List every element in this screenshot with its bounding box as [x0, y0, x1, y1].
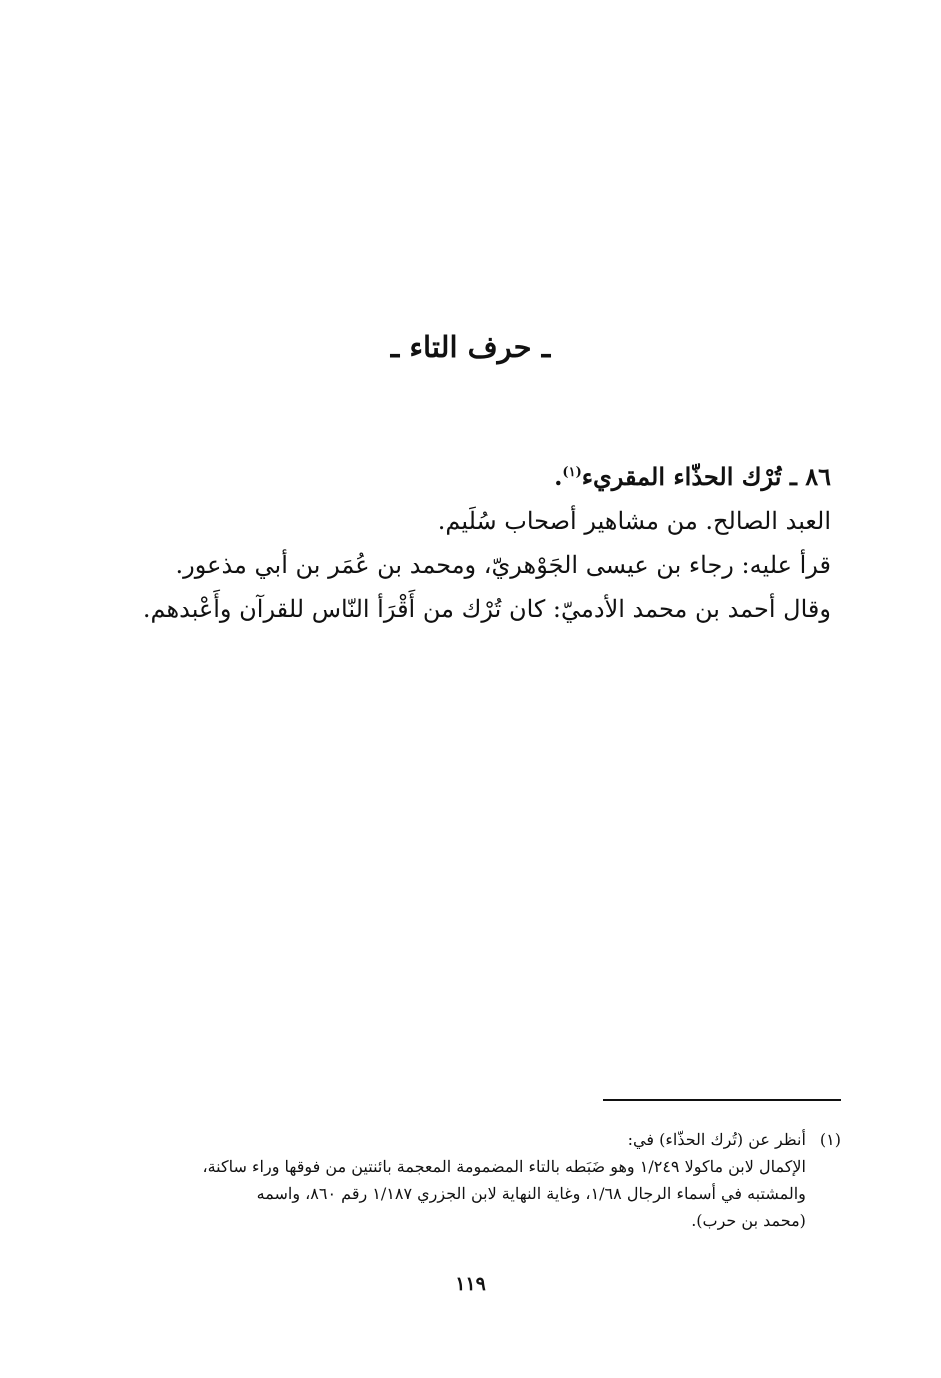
- biography-entry: [142, 455, 831, 631]
- page-number: ١١٩: [455, 1273, 486, 1295]
- entry-number: ٨٦ ـ: [789, 462, 831, 491]
- footnote-line: أنظر عن (تُرك الحذّاء) في:: [627, 1130, 806, 1149]
- footnote-line: والمشتبه في أسماء الرجال ١/٦٨، وغاية النهاية لابن الجزري ١/١٨٧ رقم ٨٦٠، واسمه: [256, 1184, 806, 1203]
- footnotes: [115, 1126, 841, 1234]
- entry-line: وقال أحمد بن محمد الأدميّ: كان تُرْك من أَقْرَأ النّاس للقرآن وأَعْبدهم.: [142, 595, 831, 623]
- footnote-item: [115, 1126, 841, 1234]
- footnote-marker: (١): [819, 1130, 841, 1149]
- footnote-body: [115, 1126, 806, 1234]
- heading-period: .: [554, 462, 563, 491]
- footnote-divider: [603, 1099, 841, 1101]
- entry-line: قرأ عليه: رجاء بن عيسى الجَوْهريّ، ومحمد بن عُمَر بن أبي مذعور.: [175, 551, 831, 579]
- footnote-line: الإكمال لابن ماكولا ١/٢٤٩ وهو ضَبَطه بالتاء المضمومة المعجمة بائنتين من فوقها وراء ساكنة،: [202, 1157, 806, 1176]
- chapter-title: ـ حرف التاء ـ: [390, 330, 551, 364]
- entry-line: العبد الصالح. من مشاهير أصحاب سُلَيم.: [437, 507, 831, 535]
- entry-heading: [160, 455, 831, 499]
- footnote-line: (محمد بن حرب).: [691, 1211, 806, 1230]
- footnote-reference: (١): [562, 465, 582, 480]
- entry-name: تُرْك الحذّاء المقريء: [581, 462, 782, 491]
